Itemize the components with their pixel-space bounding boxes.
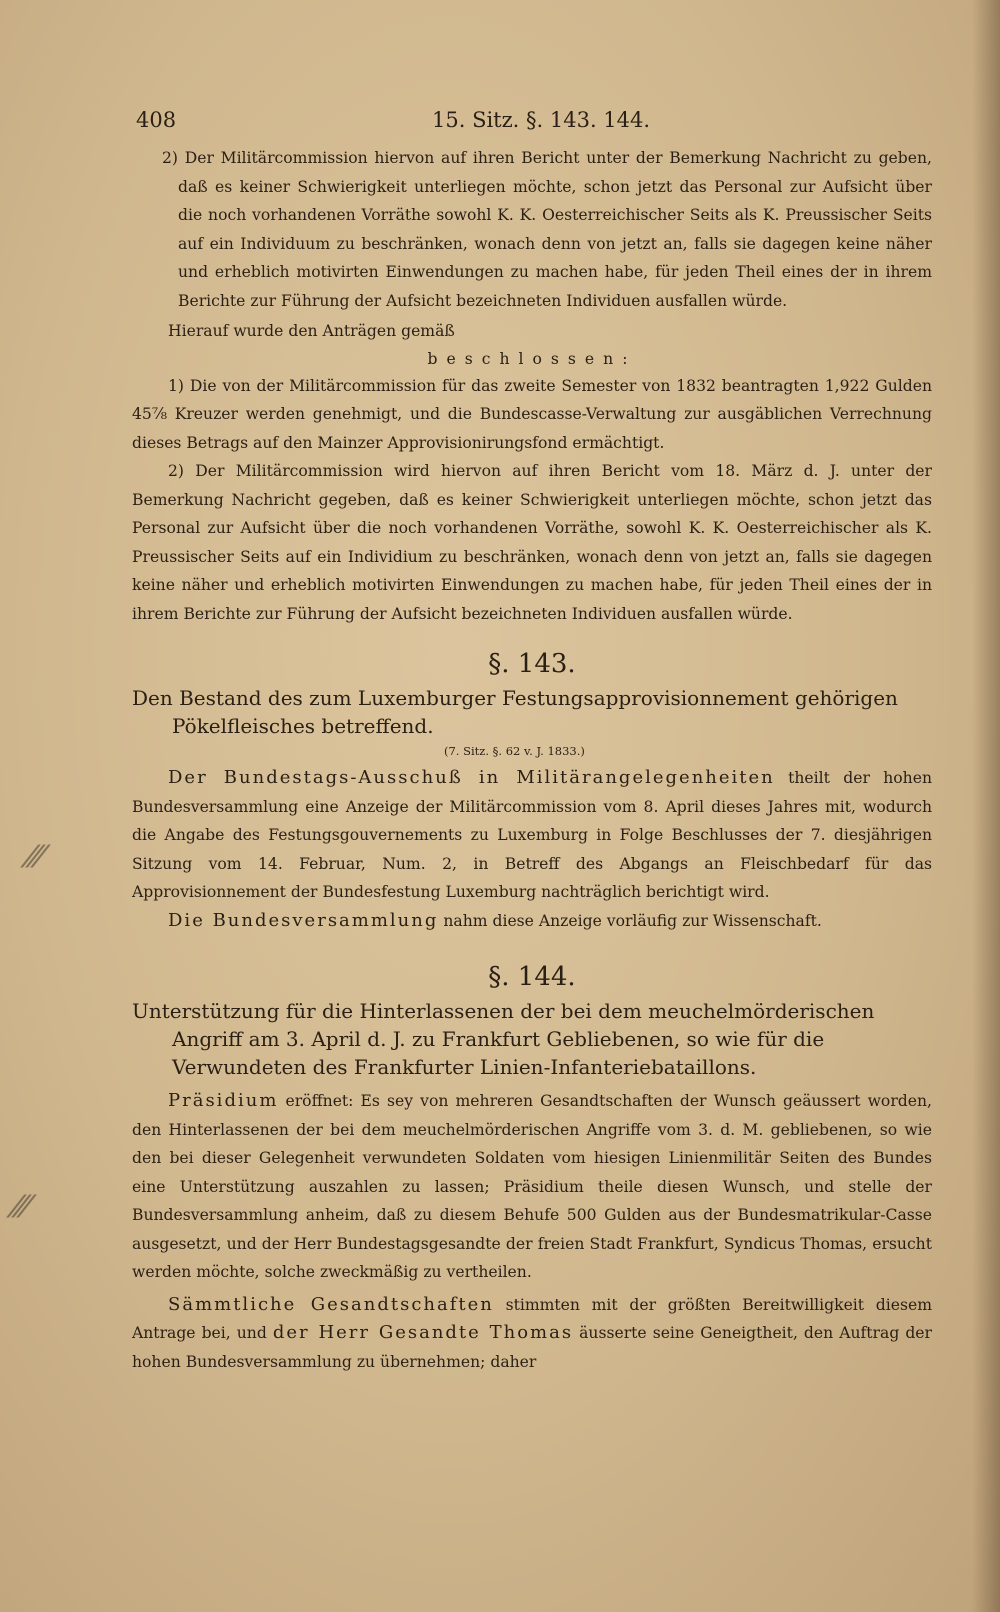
page-header xyxy=(132,108,932,144)
delegations-label: Sämmtliche Gesandtschaften xyxy=(168,1293,494,1315)
assembly-name: Die Bundesversammlung xyxy=(168,909,439,931)
section-144-number: §. 144. xyxy=(488,962,576,992)
page-content xyxy=(132,108,932,1376)
envoy-name: der Herr Gesandte Thomas xyxy=(272,1322,574,1343)
section-143-number: §. 143. xyxy=(488,649,576,679)
section-144-paragraph-1 xyxy=(132,1087,932,1287)
margin-pencil-mark: ⁄⁄⁄ xyxy=(28,840,44,875)
paragraph-text: äusserte seine Geneigtheit, den Auftrag der hohen Bundesversammlung zu übernehmen; daher xyxy=(132,1324,932,1371)
section-143-paragraph-2 xyxy=(132,907,932,936)
resolution-item-2: 2) Der Militärcommission wird hiervon auf ihren Bericht vom 18. März d. J. unter der Bemerkung Nachricht gegeben, daß es keiner Schwierigkeit unterliegen möchte, schon jetzt das Personal zur Aufsicht über die noch vorhandenen Vorräthe, sowohl K. K. Oesterreichischer als K. Preussischer Seits auf ein Individium zu beschränken, wonach denn von jetzt an, falls sie dagegen keine näher und erheblich motivirten Einwendungen zu machen habe, für jeden Theil eines der in ihrem Berichte zur Führung der Aufsicht bezeichneten Individuen ausfallen würde. xyxy=(132,462,932,623)
committee-name: Der Bundestags-Ausschuß in Militärangelegenheiten xyxy=(168,767,775,788)
decision-lead: Hierauf wurde den Anträgen gemäß xyxy=(168,322,455,340)
section-144-title: Unterstützung für die Hinterlassenen der bei dem meuchelmörderischen Angriff am 3. April d. J. zu Frankfurt Gebliebenen, so wie für die Verwundeten des Frankfurter Linien-Infanteriebataillons. xyxy=(132,999,875,1079)
section-143-citation: (7. Sitz. §. 62 v. J. 1833.) xyxy=(444,744,585,758)
paragraph-text: theilt der hohen Bundesversammlung eine Anzeige der Militärcommission vom 8. April dieses Jahres mit, wodurch die Angabe des Festungsgouvernements zu Luxemburg in Folge Beschlusses der 7. diesjährigen Sitzung vom 14. Februar, Num. 2, in Betreff des Abgangs an Fleischbedarf für das Approvisionnement der Bundesfestung Luxemburg nachträglich berichtigt wird. xyxy=(132,769,932,901)
presidium-label: Präsidium xyxy=(168,1090,279,1111)
paragraph-text: eröffnet: Es sey von mehreren Gesandtschaften der Wunsch geäussert worden, den Hinterlassenen der bei dem meuchelmörderischen Angriffe vom 3. d. M. gebliebenen, so wie den bei dieser Gelegenheit verwundeten Soldaten vom hiesigen Linienmilitär Seiten des Bundes eine Unterstützung auszahlen zu lassen; Präsidium theile diesen Wunsch, und stelle der Bundesversammlung anheim, daß zu diesem Behufe 500 Gulden aus der Bundesmatrikular-Casse ausgesetzt, und der Herr Bundestagsgesandte der freien Stadt Frankfurt, Syndicus Thomas, ersucht werden möchte, solche zweckmäßig zu vertheilen. xyxy=(132,1092,932,1281)
paragraph-text: nahm diese Anzeige vorläufig zur Wissenschaft. xyxy=(443,911,822,930)
running-title: 15. Sitz. §. 143. 144. xyxy=(432,108,651,132)
section-143-title: Den Bestand des zum Luxemburger Festungsapprovisionnement gehörigen Pökelfleisches betreffend. xyxy=(132,686,898,738)
page-number: 408 xyxy=(136,108,177,132)
resolution-item-1: 1) Die von der Militärcommission für das zweite Semester von 1832 beantragten 1,922 Gulden 45⅞ Kreuzer werden genehmigt, und die Bundescasse-Verwaltung zur ausgäblichen Verrechnung dieses Betrags auf den Mainzer Approvisionirungsfond ermächtigt. xyxy=(132,376,932,452)
section-144-paragraph-2 xyxy=(132,1291,932,1377)
section-143-paragraph-1 xyxy=(132,764,932,907)
page-edge-shadow xyxy=(972,0,1000,1612)
resolved-heading: beschlossen: xyxy=(427,349,637,368)
margin-pencil-mark: ⁄⁄⁄ xyxy=(14,1190,30,1225)
decision-intro-item: 2) Der Militärcommission hiervon auf ihren Bericht unter der Bemerkung Nachricht zu geben, daß es keiner Schwierigkeit unterliegen möchte, schon jetzt das Personal zur Aufsicht über die noch vorhandenen Vorräthe sowohl K. K. Oesterreichischer Seits als K. Preussischer Seits auf ein Individuum zu beschränken, wonach denn von jetzt an, falls sie dagegen keine näher und erheblich motivirten Einwendungen zu machen habe, für jeden Theil eines der in ihrem Berichte zur Führung der Aufsicht bezeichneten Individuen ausfallen würde. xyxy=(162,149,932,310)
paragraph-text: stimmten mit der größten Bereitwilligkeit diesem Antrage bei, und xyxy=(132,1295,932,1342)
